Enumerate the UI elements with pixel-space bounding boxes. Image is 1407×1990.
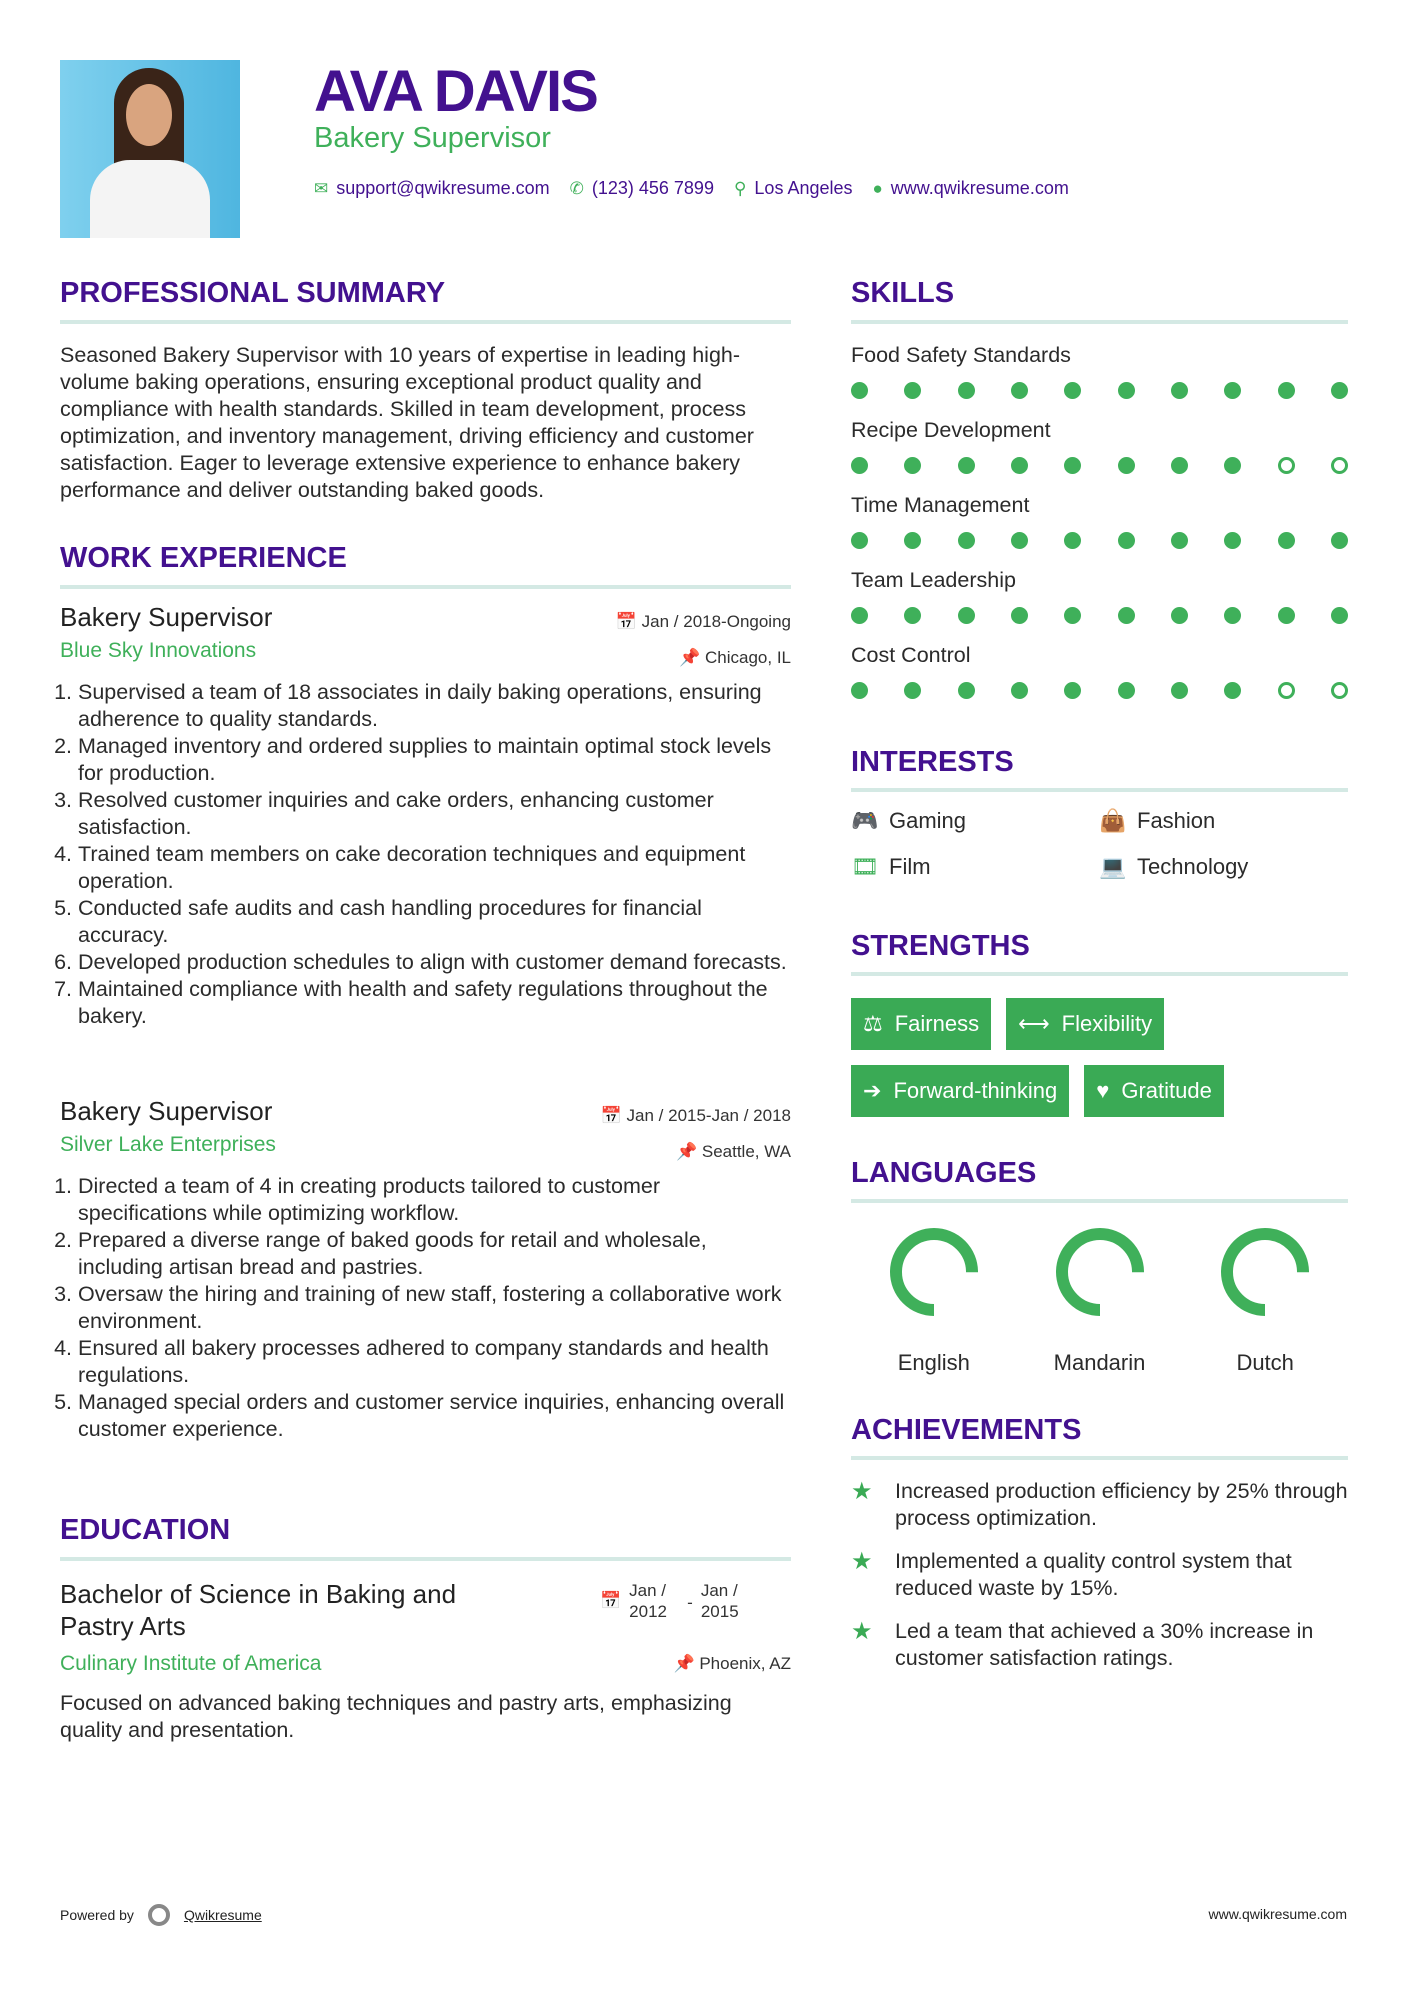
skill-item xyxy=(851,493,1348,568)
balance-scale-icon: ⚖ xyxy=(863,1011,883,1036)
date-separator: - xyxy=(687,1593,693,1612)
skill-item xyxy=(851,643,1348,718)
rating-dot-filled xyxy=(1171,532,1188,549)
skill-rating xyxy=(851,457,1348,474)
skills-list xyxy=(851,343,1348,718)
rating-dot-filled xyxy=(1064,532,1081,549)
achievement-text: Led a team that achieved a 30% increase in customer satisfaction ratings. xyxy=(895,1619,1314,1670)
job-location-text: Seattle, WA xyxy=(701,1142,791,1161)
job-title: Bakery Supervisor xyxy=(60,1096,273,1126)
brand-link[interactable]: Qwikresume xyxy=(183,1907,262,1923)
rating-dot-filled xyxy=(958,607,975,624)
bullet-item: 3. Resolved customer inquiries and cake orders, enhancing customer satisfaction. xyxy=(78,787,791,841)
education-location-text: Phoenix, AZ xyxy=(699,1654,791,1673)
rating-dot-filled xyxy=(1011,607,1028,624)
degree-title: Bachelor of Science in Baking and Pastry Arts xyxy=(60,1579,457,1641)
job-dates-text: Jan / 2018-Ongoing xyxy=(641,612,791,631)
skill-name: Team Leadership xyxy=(851,568,1016,592)
pushpin-icon: 📌 xyxy=(675,1142,702,1161)
rating-dot-filled xyxy=(1224,457,1241,474)
rating-dot-filled xyxy=(1224,607,1241,624)
strength-chip xyxy=(1006,998,1164,1050)
interest-item xyxy=(851,854,1099,880)
phone-text: (123) 456 7899 xyxy=(591,178,714,198)
rating-dot-filled xyxy=(958,382,975,399)
interest-item xyxy=(1099,808,1347,834)
email-link[interactable]: support@qwikresume.com xyxy=(336,178,550,198)
pushpin-icon: 📌 xyxy=(673,1654,700,1673)
rating-dot-filled xyxy=(1011,682,1028,699)
skill-rating xyxy=(851,382,1348,399)
interest-label: Technology xyxy=(1137,854,1249,879)
language-level-arc xyxy=(1227,1234,1303,1310)
rating-dot-filled xyxy=(1011,532,1028,549)
language-item xyxy=(1182,1222,1348,1376)
rating-dot-filled xyxy=(851,682,868,699)
strength-chip xyxy=(851,1065,1069,1117)
rating-dot-filled xyxy=(958,457,975,474)
rating-dot-filled xyxy=(1224,532,1241,549)
education-heading: EDUCATION xyxy=(60,1514,231,1546)
film-icon: 🎞 xyxy=(851,854,879,879)
rating-dot-filled xyxy=(1224,682,1241,699)
summary-text: Seasoned Bakery Supervisor with 10 years of expertise in leading high-volume baking operations, ensuring exceptional product quality and compliance with health standards. Skilled in team development, process optimization, and inventory management, driving efficiency and customer satisfaction. Eager to leverage extensive experience to enhance bakery performance and deliver outstanding baked goods. xyxy=(60,343,754,502)
rating-dot-filled xyxy=(904,532,921,549)
strength-label: Flexibility xyxy=(1061,1011,1153,1036)
rating-dot-filled xyxy=(1118,457,1135,474)
rating-dot-filled xyxy=(1064,607,1081,624)
location-text: Los Angeles xyxy=(754,178,853,198)
rating-dot-filled xyxy=(851,457,868,474)
arrow-right-icon: ➔ xyxy=(863,1078,882,1103)
rating-dot-filled xyxy=(1118,382,1135,399)
rating-dot-filled xyxy=(904,682,921,699)
rating-dot-filled xyxy=(904,382,921,399)
shopping-bag-icon: 👜 xyxy=(1099,808,1127,833)
achievement-item xyxy=(851,1478,1348,1532)
bullet-item: 1. Directed a team of 4 in creating products tailored to customer specifications while optimizing workflow. xyxy=(78,1173,791,1227)
company-name: Blue Sky Innovations xyxy=(60,639,257,662)
bullet-item: 4. Ensured all bakery processes adhered to company standards and health regulations. xyxy=(78,1335,791,1389)
bullet-item: 4. Trained team members on cake decoration techniques and equipment operation. xyxy=(78,841,791,895)
strengths-heading: STRENGTHS xyxy=(851,930,1030,962)
language-ring xyxy=(1215,1222,1315,1322)
skill-item xyxy=(851,343,1348,418)
interest-item xyxy=(851,808,1099,834)
bullet-item: 2. Managed inventory and ordered supplies to maintain optimal stock levels for production. xyxy=(78,733,791,787)
job-title: Bakery Supervisor xyxy=(60,602,273,632)
rating-dot-filled xyxy=(1331,532,1348,549)
divider xyxy=(60,320,791,324)
rating-dot-filled xyxy=(904,457,921,474)
gamepad-icon: 🎮 xyxy=(851,808,879,833)
skill-rating xyxy=(851,682,1348,699)
skill-rating xyxy=(851,532,1348,549)
contact-bar xyxy=(314,178,1069,199)
strength-label: Fairness xyxy=(894,1011,980,1036)
shooting-star-icon: ★ xyxy=(851,1618,873,1645)
skill-name: Recipe Development xyxy=(851,418,1051,442)
powered-by-text: Powered by xyxy=(60,1907,134,1923)
rating-dot-filled xyxy=(958,532,975,549)
language-name: English xyxy=(897,1350,970,1375)
rating-dot-filled xyxy=(1118,607,1135,624)
interest-label: Fashion xyxy=(1137,808,1216,833)
bullet-item: 5. Conducted safe audits and cash handling procedures for financial accuracy. xyxy=(78,895,791,949)
language-ring xyxy=(1050,1222,1150,1322)
language-ring xyxy=(884,1222,984,1322)
rating-dot-filled xyxy=(1064,682,1081,699)
rating-dot-filled xyxy=(1011,457,1028,474)
achievement-item xyxy=(851,1548,1348,1602)
rating-dot-filled xyxy=(958,682,975,699)
pushpin-icon: 📌 xyxy=(679,648,705,667)
job-dates xyxy=(616,612,791,632)
shooting-star-icon: ★ xyxy=(851,1548,873,1575)
job-location-text: Chicago, IL xyxy=(705,648,791,667)
skill-item xyxy=(851,568,1348,643)
job-dates-text: Jan / 2015-Jan / 2018 xyxy=(626,1106,791,1125)
calendar-icon: 📅 xyxy=(600,1591,622,1610)
rating-dot-empty xyxy=(1278,457,1295,474)
heart-icon: ♥ xyxy=(1096,1078,1110,1103)
rating-dot-empty xyxy=(1331,682,1348,699)
interests-list xyxy=(851,808,1348,880)
skill-name: Food Safety Standards xyxy=(851,343,1071,367)
map-pin-icon: ⚲ xyxy=(733,178,747,198)
rating-dot-filled xyxy=(1331,607,1348,624)
laptop-icon: 💻 xyxy=(1099,854,1127,879)
rating-dot-filled xyxy=(1278,382,1295,399)
language-item xyxy=(851,1222,1017,1376)
candidate-title: Bakery Supervisor xyxy=(314,122,551,154)
language-level-arc xyxy=(896,1234,972,1310)
arrows-h-icon: ⟷ xyxy=(1018,1011,1050,1036)
skill-rating xyxy=(851,607,1348,624)
divider xyxy=(851,320,1348,324)
footer-powered xyxy=(60,1904,262,1926)
rating-dot-filled xyxy=(1118,682,1135,699)
skill-name: Cost Control xyxy=(851,643,971,667)
achievement-text: Implemented a quality control system that reduced waste by 15%. xyxy=(895,1549,1292,1600)
profile-photo xyxy=(60,60,240,238)
divider xyxy=(60,1557,791,1561)
bullet-item: 7. Maintained compliance with health and safety regulations throughout the bakery. xyxy=(78,976,791,1030)
rating-dot-filled xyxy=(851,382,868,399)
calendar-icon: 📅 xyxy=(615,612,642,631)
rating-dot-filled xyxy=(1331,382,1348,399)
language-name: Mandarin xyxy=(1053,1350,1146,1375)
divider xyxy=(851,1199,1348,1203)
achievements-heading: ACHIEVEMENTS xyxy=(851,1414,1082,1446)
education-location xyxy=(560,1654,791,1674)
rating-dot-filled xyxy=(1278,532,1295,549)
divider xyxy=(851,1456,1348,1460)
skill-item xyxy=(851,418,1348,493)
shooting-star-icon: ★ xyxy=(851,1478,873,1505)
rating-dot-filled xyxy=(1064,457,1081,474)
job-location xyxy=(676,1142,791,1162)
rating-dot-filled xyxy=(1118,532,1135,549)
bullet-item: 3. Oversaw the hiring and training of new staff, fostering a collaborative work environment. xyxy=(78,1281,791,1335)
job-bullets xyxy=(60,1173,791,1443)
strength-chip xyxy=(1084,1065,1224,1117)
interest-label: Gaming xyxy=(889,808,967,833)
rating-dot-filled xyxy=(1171,607,1188,624)
rating-dot-filled xyxy=(1171,682,1188,699)
experience-heading: WORK EXPERIENCE xyxy=(60,542,347,574)
achievement-item xyxy=(851,1618,1348,1672)
calendar-icon: 📅 xyxy=(600,1106,627,1125)
rating-dot-filled xyxy=(851,532,868,549)
envelope-icon: ✉ xyxy=(314,178,329,198)
globe-icon: ● xyxy=(872,178,883,198)
interest-label: Film xyxy=(889,854,931,879)
skill-name: Time Management xyxy=(851,493,1030,517)
achievements-list xyxy=(851,1478,1348,1688)
rating-dot-filled xyxy=(1224,382,1241,399)
strength-label: Gratitude xyxy=(1121,1078,1212,1103)
bullet-item: 5. Managed special orders and customer service inquiries, enhancing overall customer experience. xyxy=(78,1389,791,1443)
job-bullets xyxy=(60,679,791,1030)
job-entry xyxy=(60,602,791,1030)
strengths-list xyxy=(851,998,1271,1117)
language-level-arc xyxy=(1062,1234,1138,1310)
rating-dot-empty xyxy=(1278,682,1295,699)
divider xyxy=(851,788,1348,792)
candidate-name: AVA DAVIS xyxy=(314,59,597,124)
education-end: Jan / 2015 xyxy=(700,1581,739,1621)
rating-dot-filled xyxy=(1064,382,1081,399)
divider xyxy=(60,585,791,589)
rating-dot-filled xyxy=(1171,382,1188,399)
school-name: Culinary Institute of America xyxy=(60,1652,322,1675)
job-dates xyxy=(601,1106,791,1126)
rating-dot-filled xyxy=(1171,457,1188,474)
qwikresume-logo-icon xyxy=(148,1904,170,1926)
education-start: Jan / 2012 xyxy=(629,1581,667,1621)
languages-list xyxy=(851,1222,1348,1376)
achievement-text: Increased production efficiency by 25% through process optimization. xyxy=(895,1479,1348,1530)
footer-website[interactable]: www.qwikresume.com xyxy=(1208,1906,1347,1922)
rating-dot-filled xyxy=(904,607,921,624)
interests-heading: INTERESTS xyxy=(851,746,1014,778)
company-name: Silver Lake Enterprises xyxy=(60,1133,276,1156)
bullet-item: 6. Developed production schedules to align with customer demand forecasts. xyxy=(78,949,791,976)
job-location xyxy=(679,648,791,668)
education-dates xyxy=(600,1580,751,1622)
language-item xyxy=(1017,1222,1183,1376)
bullet-item: 1. Supervised a team of 18 associates in daily baking operations, ensuring adherence to quality standards. xyxy=(78,679,791,733)
rating-dot-filled xyxy=(1011,382,1028,399)
strength-chip xyxy=(851,998,991,1050)
rating-dot-filled xyxy=(1278,607,1295,624)
bullet-item: 2. Prepared a diverse range of baked goods for retail and wholesale, including artisan bread and pastries. xyxy=(78,1227,791,1281)
rating-dot-empty xyxy=(1331,457,1348,474)
interest-item xyxy=(1099,854,1347,880)
phone-icon: ✆ xyxy=(569,178,584,198)
education-description: Focused on advanced baking techniques and pastry arts, emphasizing quality and presentation. xyxy=(60,1691,732,1742)
strength-label: Forward-thinking xyxy=(893,1078,1058,1103)
language-name: Dutch xyxy=(1236,1350,1294,1375)
rating-dot-filled xyxy=(851,607,868,624)
summary-heading: PROFESSIONAL SUMMARY xyxy=(60,277,446,309)
languages-heading: LANGUAGES xyxy=(851,1157,1037,1189)
website-link[interactable]: www.qwikresume.com xyxy=(890,178,1069,198)
skills-heading: SKILLS xyxy=(851,277,955,309)
job-entry xyxy=(60,1096,791,1443)
divider xyxy=(851,972,1348,976)
